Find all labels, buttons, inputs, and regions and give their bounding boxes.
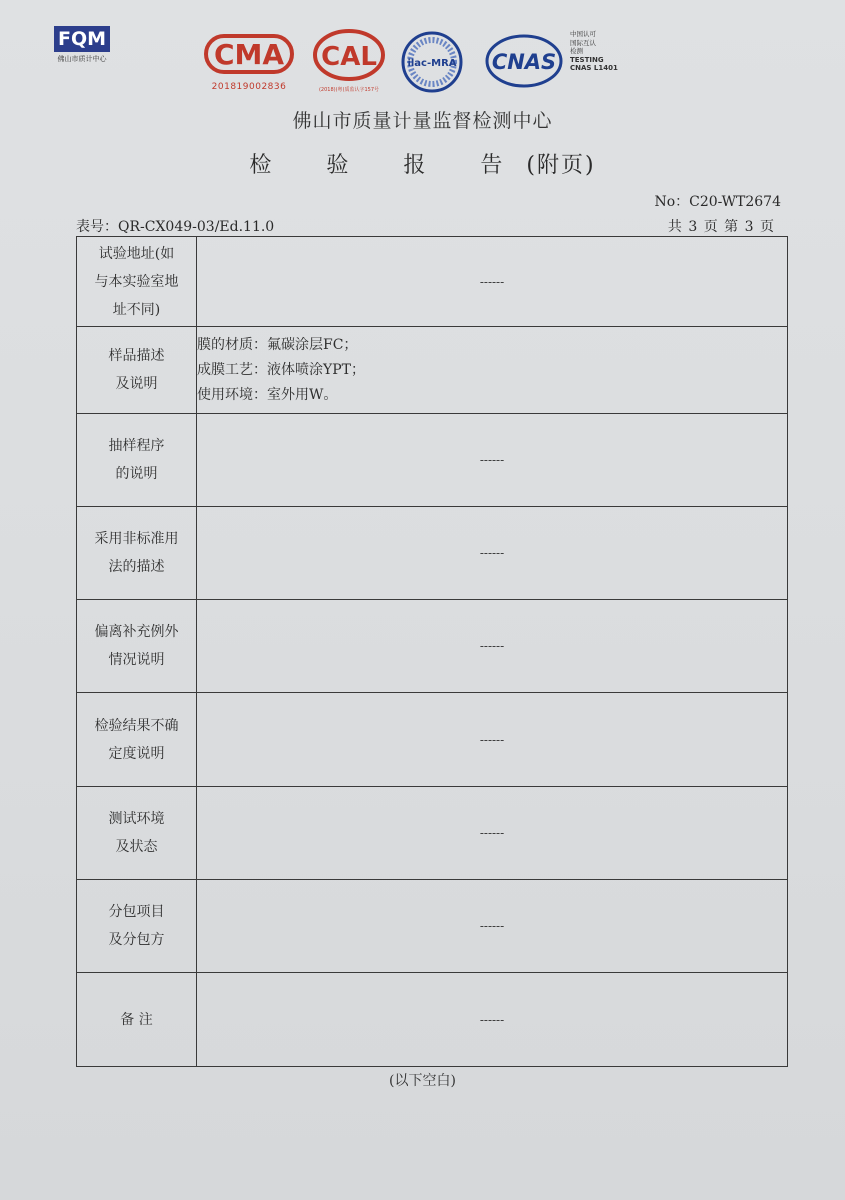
- table-row: [77, 973, 788, 1067]
- cal-logo-mark: [312, 28, 386, 82]
- row-label: [77, 787, 197, 880]
- fqm-logo-caption: 佛山市质计中心: [57, 55, 107, 63]
- table-row: [77, 414, 788, 507]
- cnas-logo-text: CNAS: [491, 50, 557, 74]
- row-label: [77, 237, 197, 327]
- cnas-logo: [484, 33, 564, 89]
- table-row: [77, 880, 788, 973]
- cnas-side-line: TESTING: [570, 55, 604, 64]
- label-line: 样品描述: [108, 348, 165, 364]
- table-row: [77, 327, 788, 414]
- page-title: [0, 148, 845, 179]
- cnas-side-line: 检测: [570, 47, 583, 55]
- cnas-side-line: 中国认可: [570, 30, 596, 38]
- cnas-side-line: 国际互认: [570, 38, 596, 47]
- label-line: 址不同): [112, 301, 161, 318]
- row-label: [77, 327, 197, 414]
- row-label: [77, 880, 197, 973]
- label-line: 分包项目: [108, 904, 165, 920]
- label-line: 情况说明: [108, 652, 165, 668]
- cal-logo-text: CAL: [321, 42, 377, 72]
- label-line: 及说明: [115, 376, 158, 392]
- row-value: ------: [197, 414, 788, 507]
- label-line: 定度说明: [108, 745, 165, 762]
- label-line: 试验地址(如: [98, 245, 175, 262]
- label-line: 备 注: [120, 1011, 153, 1028]
- cnas-logo-mark: [484, 33, 564, 89]
- label-line: 抽样程序: [108, 438, 165, 454]
- row-label: [77, 973, 197, 1067]
- description-line: 使用环境：室外用W。: [197, 386, 338, 403]
- label-line: 检验结果不确: [94, 717, 179, 734]
- row-value: ------: [197, 600, 788, 693]
- description-line: 成膜工艺：液体喷涂YPT；: [197, 361, 365, 378]
- ilac-mra-logo: [400, 30, 464, 94]
- cnas-side-line: CNAS L1401: [570, 64, 618, 72]
- row-label: [77, 600, 197, 693]
- report-table: [76, 236, 788, 1067]
- row-label: [77, 693, 197, 787]
- label-line: 的说明: [115, 466, 158, 482]
- table-row: [77, 237, 788, 327]
- table-row: [77, 787, 788, 880]
- table-row: [77, 693, 788, 787]
- page-info: 共 3 页 第 3 页: [667, 219, 775, 235]
- row-description: [197, 327, 788, 414]
- row-label: [77, 507, 197, 600]
- report-number: No：C20-WT2674: [654, 194, 781, 210]
- row-value: ------: [197, 237, 788, 327]
- row-label: [77, 414, 197, 507]
- cma-logo: [204, 30, 294, 92]
- label-line: 与本实验室地: [94, 273, 179, 290]
- organization-name: 佛山市质量计量监督检测中心: [292, 110, 553, 132]
- cnas-side-text: [570, 30, 618, 73]
- row-value: ------: [197, 693, 788, 787]
- row-value: ------: [197, 880, 788, 973]
- description-line: 膜的材质：氟碳涂层FC；: [197, 336, 358, 353]
- cma-number: 2018190028​36: [211, 82, 287, 92]
- label-line: 法的描述: [108, 559, 165, 575]
- table-row: [77, 507, 788, 600]
- label-line: 偏离补充例外: [94, 624, 179, 640]
- form-number: 表号：QR-CX049-03/Ed.11.0: [76, 219, 275, 235]
- cma-logo-mark: [204, 30, 294, 78]
- row-value: ------: [197, 507, 788, 600]
- label-line: 采用非标准用: [94, 531, 179, 547]
- fqm-logo-mark: FQM: [54, 26, 110, 52]
- table-row: [77, 600, 788, 693]
- label-line: 测试环境: [108, 811, 165, 827]
- row-value: ------: [197, 973, 788, 1067]
- blank-below-note: (以下空白): [389, 1073, 456, 1089]
- ilac-logo-text: ilac-MRA: [407, 58, 457, 69]
- title-suffix: (附页): [526, 153, 596, 178]
- title-main: 检 验 报 告: [249, 153, 527, 178]
- row-value: ------: [197, 787, 788, 880]
- label-line: 及状态: [115, 839, 158, 855]
- label-line: 及分包方: [108, 932, 165, 948]
- cal-logo: [312, 28, 386, 93]
- cma-logo-text: CMA: [213, 38, 285, 71]
- fqm-logo: [50, 26, 114, 64]
- ilac-logo-mark: [400, 30, 464, 94]
- cal-number: (2018)(粤)质监认字157号: [318, 87, 380, 93]
